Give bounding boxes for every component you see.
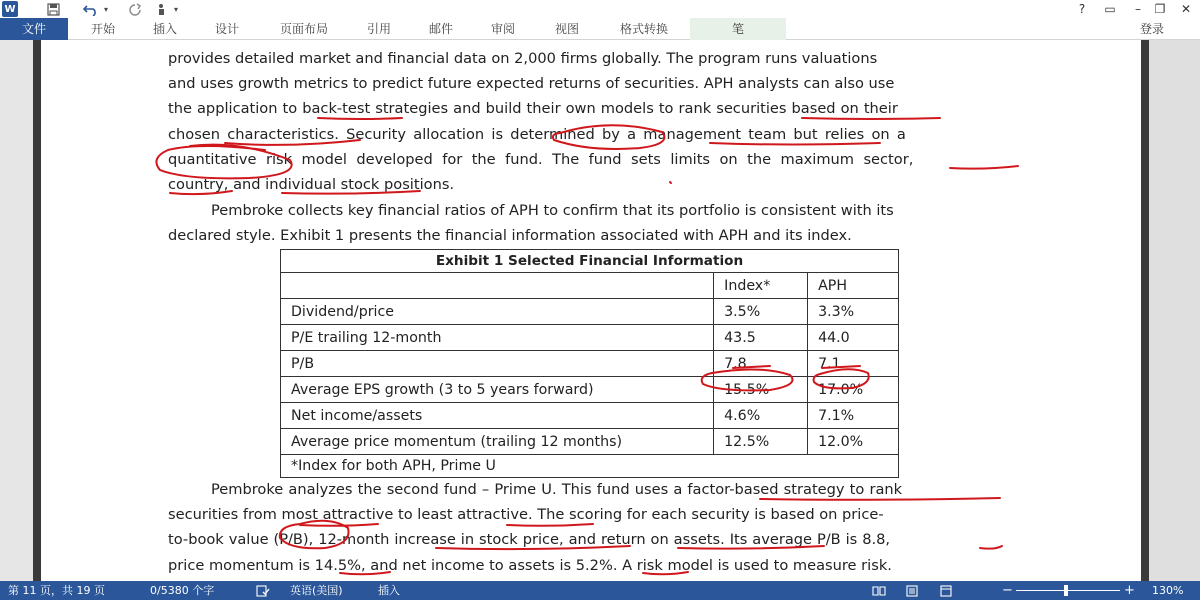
tab-review[interactable]: 审阅: [490, 22, 515, 36]
table-cell: 7.8: [714, 351, 808, 377]
read-mode-icon[interactable]: [872, 581, 888, 600]
text-line: to-book value (P/B), 12-month increase in stock price, and return on assets. Its average P/B is 8.8,: [168, 531, 891, 549]
table-row: [281, 325, 899, 351]
table-cell: Net income/assets: [281, 403, 714, 429]
document-page[interactable]: [41, 40, 1141, 581]
text-line: chosen characteristics. Security allocation is determined by a management team but relies on a: [168, 125, 906, 143]
table-cell: Average EPS growth (3 to 5 years forward): [281, 377, 714, 403]
web-layout-icon[interactable]: [940, 581, 956, 600]
text-line: Pembroke collects key financial ratios of APH to confirm that its portfolio is consistent with its: [211, 202, 894, 219]
redo-icon[interactable]: [126, 1, 144, 17]
language-indicator[interactable]: 英语(美国): [290, 584, 343, 597]
save-icon[interactable]: [44, 1, 62, 17]
table-cell: 12.0%: [808, 429, 899, 455]
tab-file[interactable]: 文件: [0, 18, 68, 40]
minimize-button[interactable]: –: [1135, 2, 1141, 16]
close-button[interactable]: ✕: [1180, 2, 1192, 16]
help-icon[interactable]: ?: [1078, 2, 1086, 16]
exhibit-1-table: [280, 249, 899, 478]
text-line: quantitative risk model developed for the fund. The fund sets limits on the maximum sector,: [168, 150, 914, 168]
table-header-aph: APH: [808, 273, 899, 299]
table-cell: Average price momentum (trailing 12 months): [281, 429, 714, 455]
word-app-icon[interactable]: W: [2, 1, 18, 17]
undo-icon[interactable]: [80, 1, 102, 17]
tab-design[interactable]: 设计: [214, 22, 239, 36]
print-layout-icon[interactable]: [906, 581, 922, 600]
table-cell: 44.0: [808, 325, 899, 351]
table-row: [281, 429, 899, 455]
login-link[interactable]: 登录: [1139, 22, 1164, 36]
table-cell: P/B: [281, 351, 714, 377]
text-line: provides detailed market and financial data on 2,000 firms globally. The program runs valuations: [168, 50, 878, 67]
tab-page-layout[interactable]: 页面布局: [279, 22, 328, 36]
table-header-cell: [281, 273, 714, 299]
paragraph-2: [168, 198, 1013, 248]
zoom-level[interactable]: 130%: [1152, 584, 1184, 597]
text-line: the application to back-test strategies and build their own models to rank securities based on their: [168, 100, 898, 118]
text-line: Pembroke analyzes the second fund – Prime U. This fund uses a factor-based strategy to rank: [211, 481, 903, 498]
text-line: declared style. Exhibit 1 presents the financial information associated with APH and its index.: [168, 227, 852, 245]
table-row: [281, 351, 899, 377]
zoom-slider-thumb[interactable]: [1064, 585, 1068, 596]
zoom-in-button[interactable]: +: [1124, 583, 1135, 598]
paragraph-1: [168, 46, 1013, 197]
proofing-icon[interactable]: [256, 581, 272, 600]
word-count[interactable]: 0/5380 个字: [150, 584, 215, 597]
customize-dropdown-icon[interactable]: ▾: [173, 4, 178, 14]
touch-mode-icon[interactable]: [154, 1, 170, 17]
restore-button[interactable]: ❐: [1154, 2, 1166, 16]
page-left-edge: [33, 40, 41, 581]
text-line: and uses growth metrics to predict future expected returns of securities. APH analysts can also use: [168, 75, 895, 93]
tab-references[interactable]: 引用: [366, 22, 391, 36]
page-count[interactable]: 第 11 页，共 19 页: [8, 584, 105, 597]
text-line: securities from most attractive to least attractive. The scoring for each security is based on price-: [168, 506, 884, 524]
title-bar: [0, 0, 1200, 18]
left-margin-strip: [0, 40, 33, 581]
table-row: [281, 377, 899, 403]
table-note: *Index for both APH, Prime U: [281, 455, 899, 478]
page-right-edge: [1141, 40, 1149, 581]
table-note-row: [281, 455, 899, 478]
table-cell: 7.1%: [808, 403, 899, 429]
document-area[interactable]: [0, 40, 1200, 581]
table-cell: 15.5%: [714, 377, 808, 403]
text-line: country, and individual stock positions.: [168, 175, 455, 193]
table-cell: 3.5%: [714, 299, 808, 325]
tab-mailings[interactable]: 邮件: [428, 22, 453, 36]
tab-home[interactable]: 开始: [90, 22, 115, 36]
zoom-slider-track[interactable]: [1016, 590, 1120, 591]
table-header-row: [281, 273, 899, 299]
tab-view[interactable]: 视图: [554, 22, 579, 36]
table-cell: 12.5%: [714, 429, 808, 455]
tab-format-convert[interactable]: 格式转换: [619, 22, 668, 36]
paragraph-3: [168, 477, 1013, 578]
table-cell: 7.1: [808, 351, 899, 377]
insert-mode[interactable]: 插入: [378, 584, 400, 597]
ribbon-display-icon[interactable]: ▭: [1104, 2, 1116, 16]
tab-pen[interactable]: 笔: [690, 18, 786, 40]
table-row: [281, 403, 899, 429]
table-cell: 43.5: [714, 325, 808, 351]
table-row: [281, 299, 899, 325]
text-line: price momentum is 14.5%, and net income to assets is 5.2%. A risk model is used to measure risk.: [168, 556, 892, 574]
table-cell: Dividend/price: [281, 299, 714, 325]
table-header-index: Index*: [714, 273, 808, 299]
table-title: Exhibit 1 Selected Financial Information: [281, 250, 899, 273]
zoom-out-button[interactable]: −: [1002, 583, 1013, 598]
undo-dropdown-icon[interactable]: ▾: [103, 4, 108, 14]
status-bar: [0, 581, 1200, 600]
table-cell: 3.3%: [808, 299, 899, 325]
table-cell: 4.6%: [714, 403, 808, 429]
table-cell: P/E trailing 12-month: [281, 325, 714, 351]
ribbon-tabs: [0, 18, 1200, 40]
table-cell: 17.0%: [808, 377, 899, 403]
tab-insert[interactable]: 插入: [152, 22, 177, 36]
